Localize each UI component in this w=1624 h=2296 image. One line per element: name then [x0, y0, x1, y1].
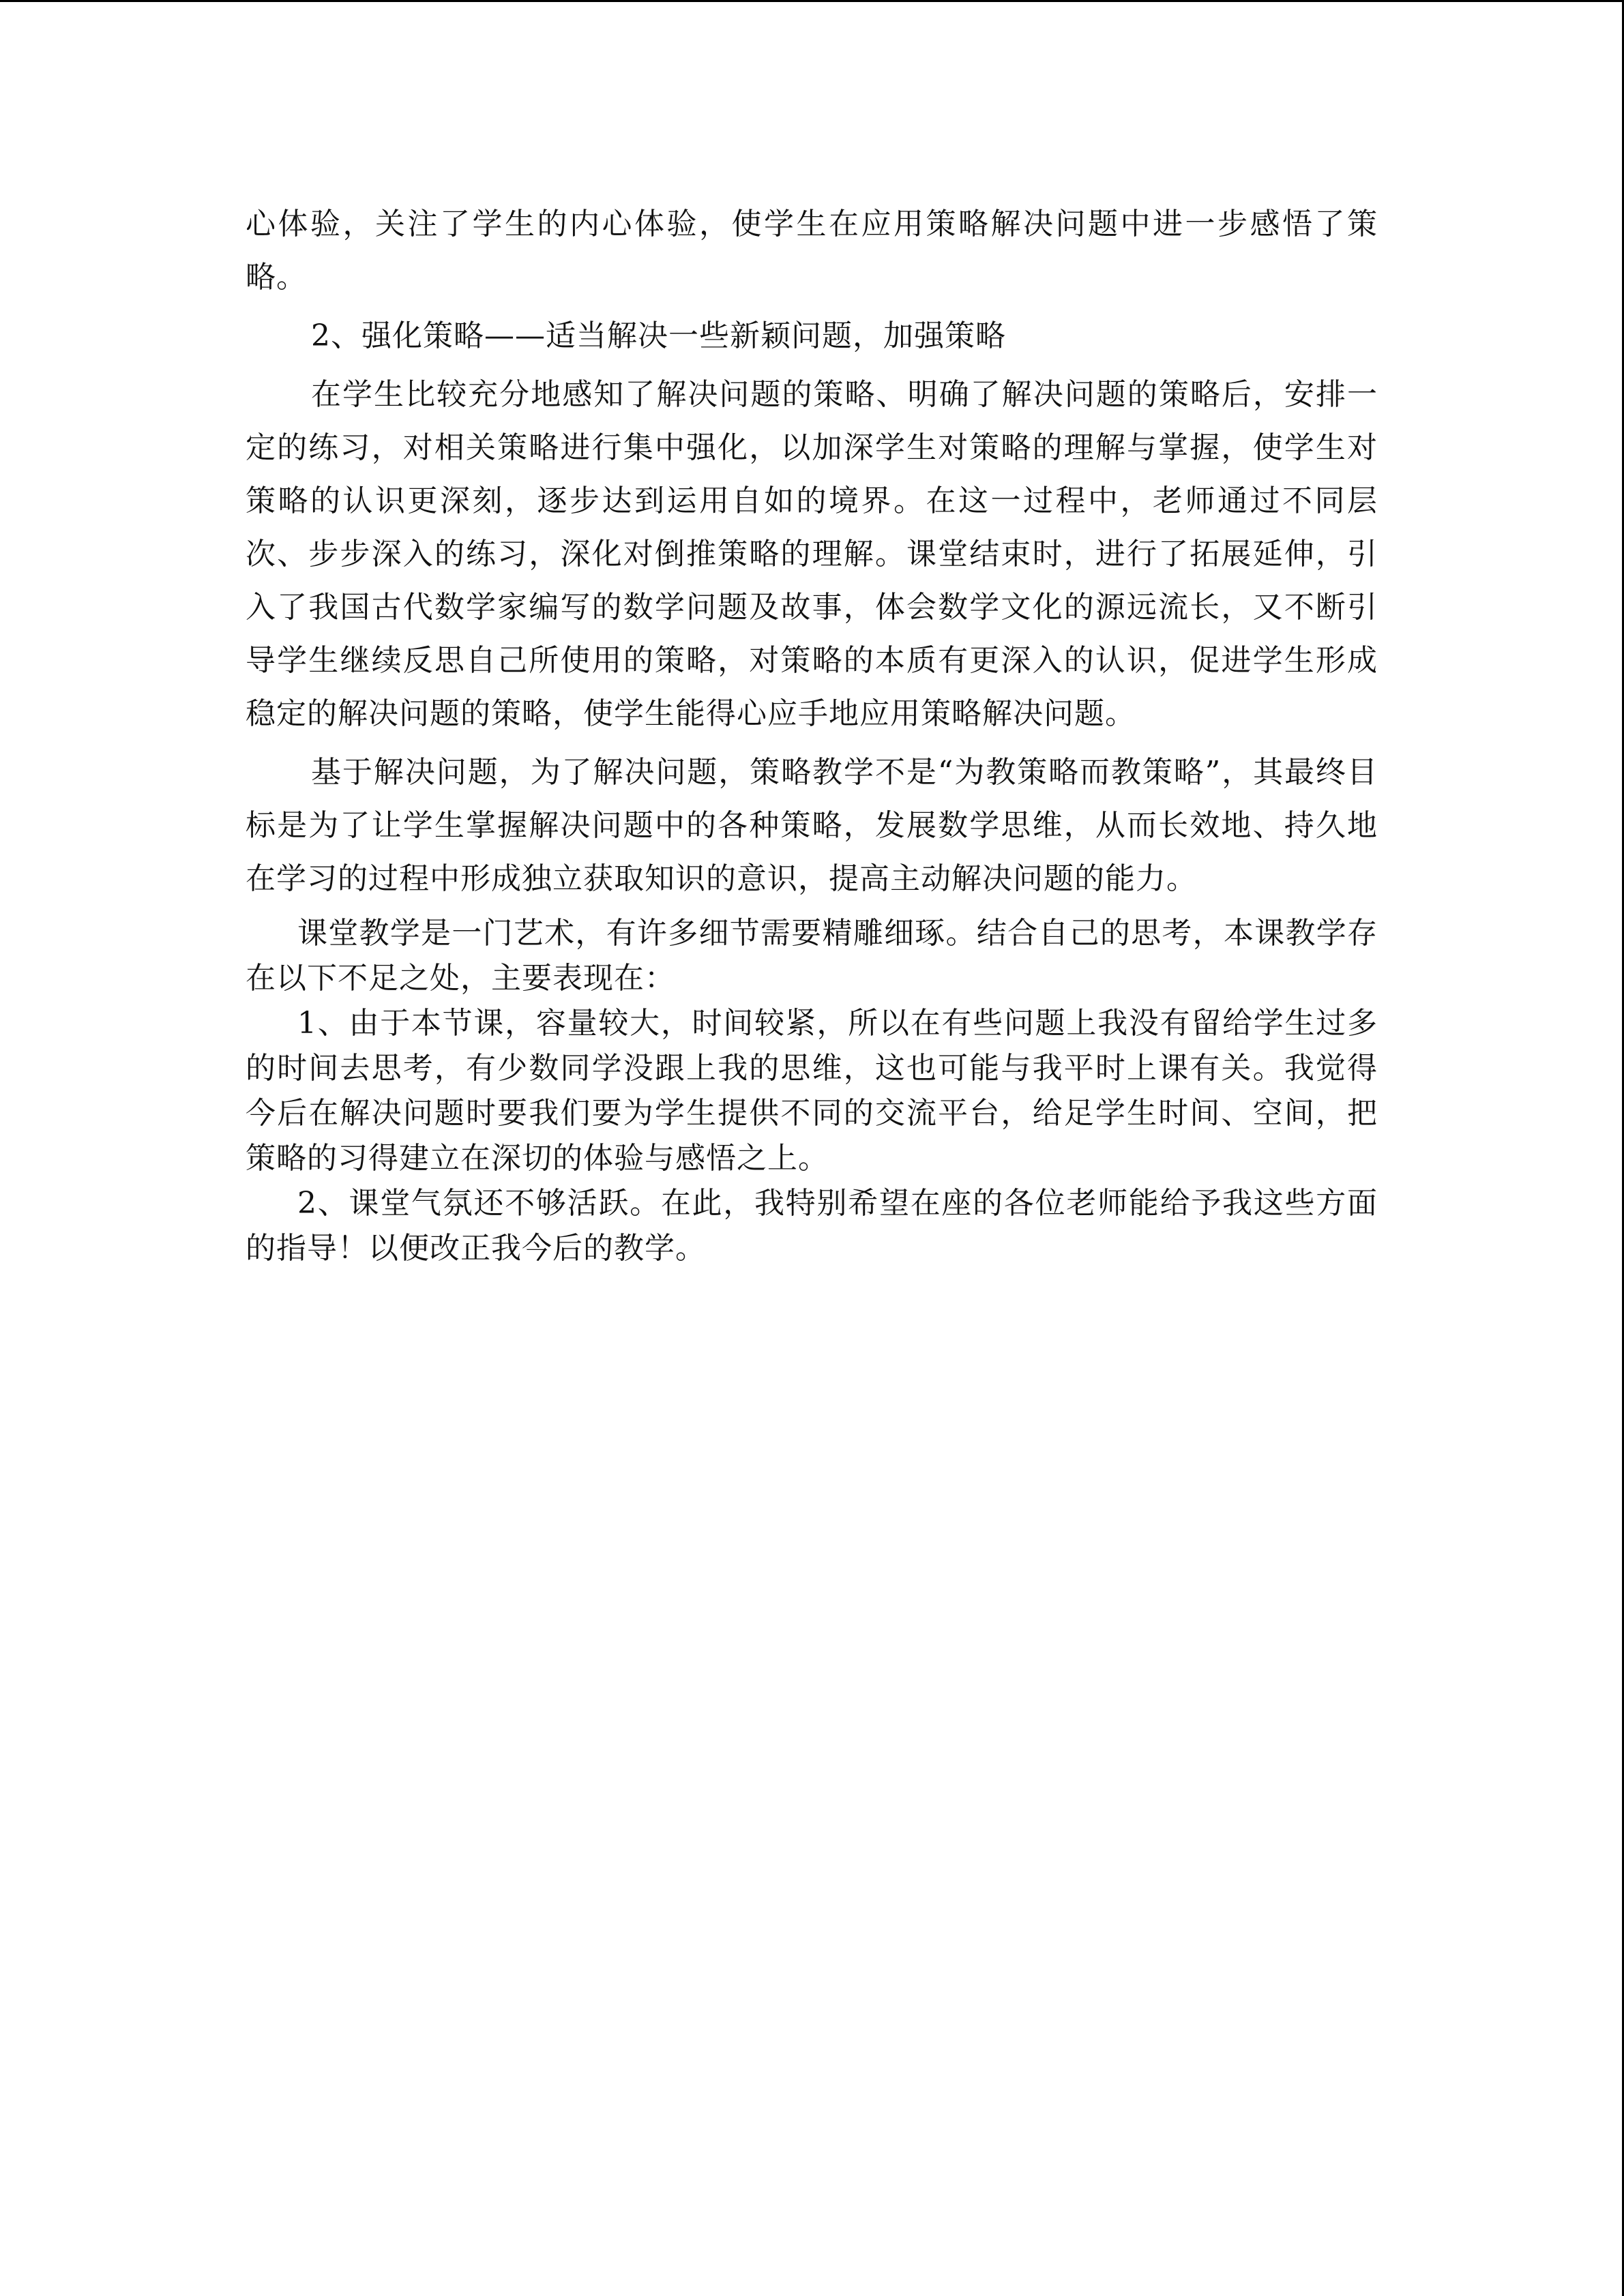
paragraph-continuation: 心体验，关注了学生的内心体验，使学生在应用策略解决问题中进一步感悟了策略。 — [246, 207, 1378, 295]
page-top-border — [0, 0, 1624, 2]
paragraph-reflection-intro: 课堂教学是一门艺术，有许多细节需要精雕细琢。结合自己的思考，本课教学存在以下不足之处，主要表现在： — [246, 916, 1378, 996]
paragraph-strategy-practice: 在学生比较充分地感知了解决问题的策略、明确了解决问题的策略后，安排一定的练习，对相关策略进行集中强化，以加深学生对策略的理解与掌握，使学生对策略的认识更深刻，逐步达到运用自如的境界。在这一过程中，老师通过不同层次、步步深入的练习，深化对倒推策略的理解。课堂结束时，进行了拓展延伸，引入了我国古代数学家编写的数学问题及故事，体会数学文化的源远流长，又不断引导学生继续反思自己所使用的策略，对策略的本质有更深入的认识，促进学生形成稳定的解决问题的策略，使学生能得心应手地应用策略解决问题。 — [246, 377, 1378, 731]
paragraph-shortcoming-1: 1、由于本节课，容量较大，时间较紧，所以在有些问题上我没有留给学生过多的时间去思考，有少数同学没跟上我的思维，这也可能与我平时上课有关。我觉得今后在解决问题时要我们要为学生提供不同的交流平台，给足学生时间、空间，把策略的习得建立在深切的体验与感悟之上。 — [246, 1006, 1378, 1176]
paragraph-heading-strengthen-strategy: 2、强化策略——适当解决一些新颖问题，加强策略 — [311, 318, 1006, 353]
paragraph-shortcoming-2: 2、课堂气氛还不够活跃。在此，我特别希望在座的各位老师能给予我这些方面的指导！以便改正我今后的教学。 — [246, 1186, 1378, 1266]
document-body — [246, 198, 1378, 1271]
paragraph-strategy-goal: 基于解决问题，为了解决问题，策略教学不是“为教策略而教策略”，其最终目标是为了让学生掌握解决问题中的各种策略，发展数学思维，从而长效地、持久地在学习的过程中形成独立获取知识的意识，提高主动解决问题的能力。 — [246, 755, 1378, 896]
